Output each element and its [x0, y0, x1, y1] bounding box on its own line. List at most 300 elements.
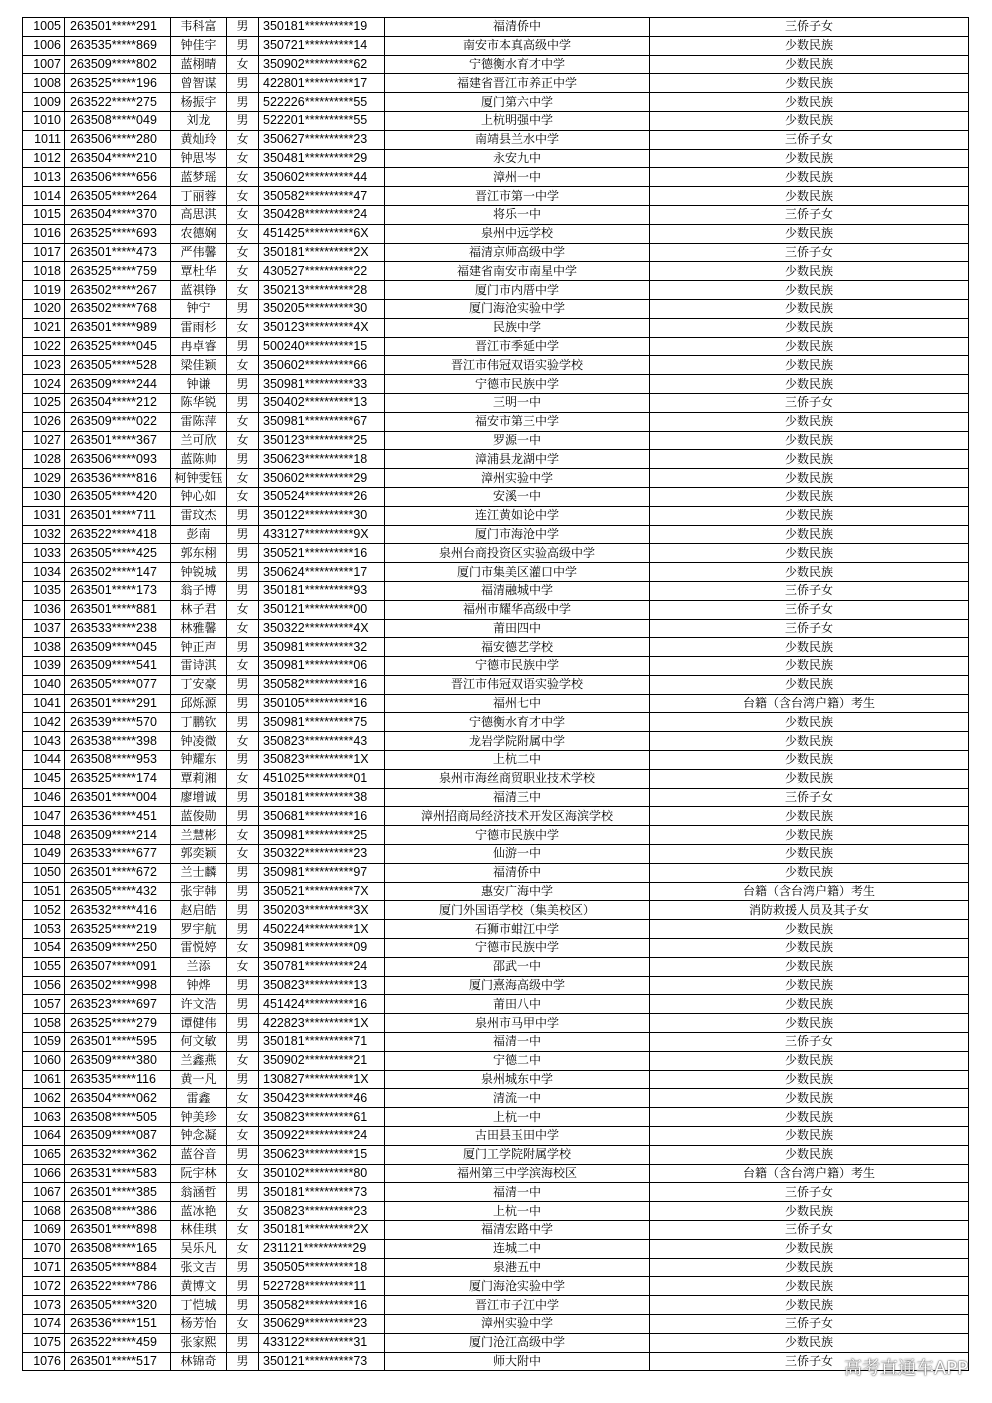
school-cell: 福清一中 — [385, 1033, 650, 1052]
exam-number-cell: 263509*****250 — [65, 939, 171, 958]
id-number-cell: 350121**********73 — [259, 1352, 385, 1371]
exam-number-cell: 263506*****656 — [65, 168, 171, 187]
gender-cell: 男 — [227, 375, 259, 394]
category-cell: 少数民族 — [650, 168, 969, 187]
school-cell: 晋江市季延中学 — [385, 337, 650, 356]
student-name-cell: 罗宇航 — [171, 920, 227, 939]
table-row — [23, 713, 969, 732]
exam-number-cell: 263505*****320 — [65, 1296, 171, 1315]
school-cell: 泉州市海丝商贸职业技术学校 — [385, 769, 650, 788]
exam-number-cell: 263502*****998 — [65, 976, 171, 995]
school-cell: 福安市第三中学 — [385, 412, 650, 431]
table-row — [23, 845, 969, 864]
category-cell: 少数民族 — [650, 111, 969, 130]
gender-cell: 男 — [227, 920, 259, 939]
id-number-cell: 350505**********18 — [259, 1258, 385, 1277]
gender-cell: 男 — [227, 788, 259, 807]
student-name-cell: 丁丽蓉 — [171, 187, 227, 206]
school-cell: 漳州实验中学 — [385, 469, 650, 488]
gender-cell: 女 — [227, 1202, 259, 1221]
category-cell: 少数民族 — [650, 713, 969, 732]
table-row — [23, 657, 969, 676]
serial-number-cell: 1025 — [23, 393, 65, 412]
exam-number-cell: 263538*****398 — [65, 732, 171, 751]
school-cell: 福州七中 — [385, 694, 650, 713]
exam-number-cell: 263525*****759 — [65, 262, 171, 281]
student-name-cell: 雷玟杰 — [171, 506, 227, 525]
student-name-cell: 杨振宇 — [171, 93, 227, 112]
student-name-cell: 高思淇 — [171, 205, 227, 224]
category-cell: 少数民族 — [650, 412, 969, 431]
table-row — [23, 619, 969, 638]
school-cell: 福清一中 — [385, 1183, 650, 1202]
roster-table — [22, 17, 969, 1371]
watermark-text: 高考直通车APP — [843, 1358, 968, 1379]
school-cell: 永安九中 — [385, 149, 650, 168]
category-cell: 三侨子女 — [650, 18, 969, 37]
table-row — [23, 1108, 969, 1127]
student-name-cell: 钟凌微 — [171, 732, 227, 751]
exam-number-cell: 263502*****267 — [65, 281, 171, 300]
id-number-cell: 522226**********55 — [259, 93, 385, 112]
gender-cell: 女 — [227, 318, 259, 337]
category-cell: 少数民族 — [650, 375, 969, 394]
table-row — [23, 1164, 969, 1183]
student-name-cell: 覃莉湘 — [171, 769, 227, 788]
student-name-cell: 蓝陈帅 — [171, 450, 227, 469]
serial-number-cell: 1076 — [23, 1352, 65, 1371]
student-name-cell: 蓝梦瑶 — [171, 168, 227, 187]
table-row — [23, 1089, 969, 1108]
gender-cell: 女 — [227, 845, 259, 864]
serial-number-cell: 1016 — [23, 224, 65, 243]
gender-cell: 女 — [227, 1108, 259, 1127]
roster-table-body — [23, 18, 969, 1371]
category-cell: 三侨子女 — [650, 1183, 969, 1202]
category-cell: 台籍（含台湾户籍）考生 — [650, 882, 969, 901]
gender-cell: 女 — [227, 168, 259, 187]
category-cell: 少数民族 — [650, 1089, 969, 1108]
student-name-cell: 雷陈萍 — [171, 412, 227, 431]
id-number-cell: 451424**********16 — [259, 995, 385, 1014]
gender-cell: 女 — [227, 732, 259, 751]
gender-cell: 男 — [227, 1070, 259, 1089]
school-cell: 厦门熹海高级中学 — [385, 976, 650, 995]
student-name-cell: 林佳琪 — [171, 1221, 227, 1240]
table-row — [23, 901, 969, 920]
exam-number-cell: 263508*****953 — [65, 751, 171, 770]
serial-number-cell: 1006 — [23, 36, 65, 55]
table-row — [23, 882, 969, 901]
serial-number-cell: 1027 — [23, 431, 65, 450]
serial-number-cell: 1022 — [23, 337, 65, 356]
gender-cell: 男 — [227, 1033, 259, 1052]
school-cell: 南安市本真高级中学 — [385, 36, 650, 55]
serial-number-cell: 1034 — [23, 563, 65, 582]
table-row — [23, 769, 969, 788]
school-cell: 将乐一中 — [385, 205, 650, 224]
school-cell: 福州市耀华高级中学 — [385, 600, 650, 619]
table-row — [23, 995, 969, 1014]
serial-number-cell: 1033 — [23, 544, 65, 563]
exam-number-cell: 263531*****583 — [65, 1164, 171, 1183]
exam-number-cell: 263508*****049 — [65, 111, 171, 130]
student-name-cell: 兰添 — [171, 957, 227, 976]
category-cell: 少数民族 — [650, 657, 969, 676]
student-name-cell: 钟宁 — [171, 299, 227, 318]
table-row — [23, 563, 969, 582]
student-name-cell: 黄灿玲 — [171, 130, 227, 149]
serial-number-cell: 1037 — [23, 619, 65, 638]
table-row — [23, 1352, 969, 1371]
serial-number-cell: 1067 — [23, 1183, 65, 1202]
category-cell: 少数民族 — [650, 1070, 969, 1089]
category-cell: 少数民族 — [650, 450, 969, 469]
gender-cell: 男 — [227, 1014, 259, 1033]
exam-number-cell: 263501*****291 — [65, 18, 171, 37]
exam-number-cell: 263505*****884 — [65, 1258, 171, 1277]
serial-number-cell: 1057 — [23, 995, 65, 1014]
gender-cell: 男 — [227, 74, 259, 93]
table-row — [23, 412, 969, 431]
school-cell: 三明一中 — [385, 393, 650, 412]
serial-number-cell: 1056 — [23, 976, 65, 995]
gender-cell: 男 — [227, 694, 259, 713]
gender-cell: 男 — [227, 675, 259, 694]
serial-number-cell: 1072 — [23, 1277, 65, 1296]
table-row — [23, 1051, 969, 1070]
school-cell: 厦门海沧实验中学 — [385, 1277, 650, 1296]
exam-number-cell: 263525*****174 — [65, 769, 171, 788]
school-cell: 宁德衡水育才中学 — [385, 55, 650, 74]
gender-cell: 女 — [227, 1164, 259, 1183]
school-cell: 福安德艺学校 — [385, 638, 650, 657]
id-number-cell: 350981**********06 — [259, 657, 385, 676]
serial-number-cell: 1058 — [23, 1014, 65, 1033]
student-name-cell: 翁涵哲 — [171, 1183, 227, 1202]
gender-cell: 女 — [227, 657, 259, 676]
exam-number-cell: 263533*****238 — [65, 619, 171, 638]
gender-cell: 男 — [227, 1296, 259, 1315]
table-row — [23, 243, 969, 262]
exam-number-cell: 263509*****214 — [65, 826, 171, 845]
category-cell: 少数民族 — [650, 995, 969, 1014]
id-number-cell: 350122**********30 — [259, 506, 385, 525]
school-cell: 师大附中 — [385, 1352, 650, 1371]
student-name-cell: 陈华锐 — [171, 393, 227, 412]
serial-number-cell: 1010 — [23, 111, 65, 130]
exam-number-cell: 263505*****077 — [65, 675, 171, 694]
gender-cell: 男 — [227, 1183, 259, 1202]
table-row — [23, 976, 969, 995]
table-row — [23, 224, 969, 243]
table-row — [23, 957, 969, 976]
exam-number-cell: 263501*****881 — [65, 600, 171, 619]
student-name-cell: 覃杜华 — [171, 262, 227, 281]
id-number-cell: 350123**********25 — [259, 431, 385, 450]
gender-cell: 男 — [227, 807, 259, 826]
serial-number-cell: 1054 — [23, 939, 65, 958]
category-cell: 三侨子女 — [650, 205, 969, 224]
student-name-cell: 张文吉 — [171, 1258, 227, 1277]
gender-cell: 男 — [227, 638, 259, 657]
category-cell: 少数民族 — [650, 1258, 969, 1277]
student-name-cell: 赵启皓 — [171, 901, 227, 920]
id-number-cell: 350402**********13 — [259, 393, 385, 412]
table-row — [23, 1070, 969, 1089]
id-number-cell: 350823**********1X — [259, 751, 385, 770]
exam-number-cell: 263522*****786 — [65, 1277, 171, 1296]
student-name-cell: 谭健伟 — [171, 1014, 227, 1033]
serial-number-cell: 1068 — [23, 1202, 65, 1221]
table-row — [23, 1145, 969, 1164]
serial-number-cell: 1017 — [23, 243, 65, 262]
gender-cell: 女 — [227, 412, 259, 431]
school-cell: 厦门市内厝中学 — [385, 281, 650, 300]
gender-cell: 男 — [227, 976, 259, 995]
gender-cell: 女 — [227, 262, 259, 281]
exam-number-cell: 263505*****528 — [65, 356, 171, 375]
school-cell: 上杭明强中学 — [385, 111, 650, 130]
id-number-cell: 350981**********33 — [259, 375, 385, 394]
category-cell: 少数民族 — [650, 638, 969, 657]
school-cell: 厦门市海沧中学 — [385, 525, 650, 544]
table-row — [23, 788, 969, 807]
school-cell: 惠安广海中学 — [385, 882, 650, 901]
gender-cell: 女 — [227, 130, 259, 149]
exam-number-cell: 263508*****505 — [65, 1108, 171, 1127]
school-cell: 清流一中 — [385, 1089, 650, 1108]
student-name-cell: 阮宇林 — [171, 1164, 227, 1183]
table-row — [23, 1314, 969, 1333]
exam-number-cell: 263525*****693 — [65, 224, 171, 243]
serial-number-cell: 1071 — [23, 1258, 65, 1277]
student-name-cell: 廖增诚 — [171, 788, 227, 807]
table-row — [23, 93, 969, 112]
table-row — [23, 393, 969, 412]
category-cell: 少数民族 — [650, 920, 969, 939]
serial-number-cell: 1051 — [23, 882, 65, 901]
table-row — [23, 694, 969, 713]
school-cell: 安溪一中 — [385, 487, 650, 506]
school-cell: 上杭一中 — [385, 1202, 650, 1221]
student-name-cell: 黄一凡 — [171, 1070, 227, 1089]
serial-number-cell: 1044 — [23, 751, 65, 770]
exam-number-cell: 263509*****541 — [65, 657, 171, 676]
gender-cell: 女 — [227, 1221, 259, 1240]
category-cell: 少数民族 — [650, 957, 969, 976]
id-number-cell: 350181**********2X — [259, 1221, 385, 1240]
table-row — [23, 1183, 969, 1202]
gender-cell: 男 — [227, 995, 259, 1014]
student-name-cell: 蓝栩晴 — [171, 55, 227, 74]
gender-cell: 女 — [227, 1089, 259, 1108]
id-number-cell: 350902**********21 — [259, 1051, 385, 1070]
student-name-cell: 钟佳宇 — [171, 36, 227, 55]
school-cell: 连江黄如论中学 — [385, 506, 650, 525]
table-row — [23, 299, 969, 318]
id-number-cell: 350623**********18 — [259, 450, 385, 469]
exam-number-cell: 263501*****898 — [65, 1221, 171, 1240]
serial-number-cell: 1013 — [23, 168, 65, 187]
category-cell: 少数民族 — [650, 1296, 969, 1315]
school-cell: 南靖县兰水中学 — [385, 130, 650, 149]
school-cell: 厦门外国语学校（集美校区） — [385, 901, 650, 920]
category-cell: 三侨子女 — [650, 1352, 969, 1371]
gender-cell: 女 — [227, 205, 259, 224]
table-row — [23, 149, 969, 168]
serial-number-cell: 1020 — [23, 299, 65, 318]
exam-number-cell: 263507*****091 — [65, 957, 171, 976]
serial-number-cell: 1012 — [23, 149, 65, 168]
table-row — [23, 168, 969, 187]
table-row — [23, 337, 969, 356]
student-name-cell: 雷雨杉 — [171, 318, 227, 337]
id-number-cell: 350524**********26 — [259, 487, 385, 506]
student-name-cell: 钟美珍 — [171, 1108, 227, 1127]
student-name-cell: 林雅馨 — [171, 619, 227, 638]
id-number-cell: 130827**********1X — [259, 1070, 385, 1089]
school-cell: 宁德衡水育才中学 — [385, 713, 650, 732]
school-cell: 莆田八中 — [385, 995, 650, 1014]
category-cell: 少数民族 — [650, 1127, 969, 1146]
school-cell: 厦门市集美区灌口中学 — [385, 563, 650, 582]
gender-cell: 女 — [227, 431, 259, 450]
serial-number-cell: 1043 — [23, 732, 65, 751]
table-row — [23, 1277, 969, 1296]
serial-number-cell: 1029 — [23, 469, 65, 488]
id-number-cell: 350181**********93 — [259, 581, 385, 600]
serial-number-cell: 1053 — [23, 920, 65, 939]
serial-number-cell: 1065 — [23, 1145, 65, 1164]
id-number-cell: 350181**********73 — [259, 1183, 385, 1202]
exam-number-cell: 263508*****165 — [65, 1239, 171, 1258]
id-number-cell: 350981**********75 — [259, 713, 385, 732]
id-number-cell: 350981**********67 — [259, 412, 385, 431]
exam-number-cell: 263501*****517 — [65, 1352, 171, 1371]
exam-number-cell: 263539*****570 — [65, 713, 171, 732]
student-name-cell: 郭东栩 — [171, 544, 227, 563]
category-cell: 少数民族 — [650, 845, 969, 864]
gender-cell: 女 — [227, 600, 259, 619]
serial-number-cell: 1074 — [23, 1314, 65, 1333]
school-cell: 上杭二中 — [385, 751, 650, 770]
school-cell: 仙游一中 — [385, 845, 650, 864]
gender-cell: 男 — [227, 882, 259, 901]
serial-number-cell: 1030 — [23, 487, 65, 506]
category-cell: 少数民族 — [650, 224, 969, 243]
table-row — [23, 130, 969, 149]
roster-table-container — [22, 17, 968, 1371]
id-number-cell: 350623**********15 — [259, 1145, 385, 1164]
exam-number-cell: 263501*****595 — [65, 1033, 171, 1052]
exam-number-cell: 263501*****989 — [65, 318, 171, 337]
student-name-cell: 农德娴 — [171, 224, 227, 243]
serial-number-cell: 1011 — [23, 130, 65, 149]
id-number-cell: 350121**********00 — [259, 600, 385, 619]
id-number-cell: 350981**********32 — [259, 638, 385, 657]
category-cell: 少数民族 — [650, 431, 969, 450]
gender-cell: 女 — [227, 149, 259, 168]
exam-number-cell: 263509*****244 — [65, 375, 171, 394]
id-number-cell: 350823**********13 — [259, 976, 385, 995]
id-number-cell: 350629**********23 — [259, 1314, 385, 1333]
id-number-cell: 350205**********30 — [259, 299, 385, 318]
category-cell: 三侨子女 — [650, 393, 969, 412]
serial-number-cell: 1015 — [23, 205, 65, 224]
student-name-cell: 郭奕颖 — [171, 845, 227, 864]
exam-number-cell: 263523*****697 — [65, 995, 171, 1014]
serial-number-cell: 1028 — [23, 450, 65, 469]
category-cell: 少数民族 — [650, 863, 969, 882]
exam-number-cell: 263509*****802 — [65, 55, 171, 74]
exam-number-cell: 263504*****062 — [65, 1089, 171, 1108]
id-number-cell: 350181**********2X — [259, 243, 385, 262]
category-cell: 三侨子女 — [650, 788, 969, 807]
exam-number-cell: 263501*****291 — [65, 694, 171, 713]
serial-number-cell: 1070 — [23, 1239, 65, 1258]
exam-number-cell: 263509*****380 — [65, 1051, 171, 1070]
school-cell: 漳州招商局经济技术开发区海滨学校 — [385, 807, 650, 826]
category-cell: 少数民族 — [650, 262, 969, 281]
id-number-cell: 422823**********1X — [259, 1014, 385, 1033]
gender-cell: 男 — [227, 337, 259, 356]
exam-number-cell: 263522*****459 — [65, 1333, 171, 1352]
exam-number-cell: 263501*****473 — [65, 243, 171, 262]
student-name-cell: 柯钟雯钰 — [171, 469, 227, 488]
table-row — [23, 487, 969, 506]
school-cell: 泉港五中 — [385, 1258, 650, 1277]
category-cell: 三侨子女 — [650, 619, 969, 638]
table-row — [23, 920, 969, 939]
id-number-cell: 350521**********7X — [259, 882, 385, 901]
exam-number-cell: 263509*****045 — [65, 638, 171, 657]
school-cell: 福清京师高级中学 — [385, 243, 650, 262]
gender-cell: 男 — [227, 863, 259, 882]
serial-number-cell: 1052 — [23, 901, 65, 920]
id-number-cell: 350823**********61 — [259, 1108, 385, 1127]
gender-cell: 男 — [227, 525, 259, 544]
school-cell: 福清宏路中学 — [385, 1221, 650, 1240]
id-number-cell: 500240**********15 — [259, 337, 385, 356]
table-row — [23, 55, 969, 74]
serial-number-cell: 1048 — [23, 826, 65, 845]
id-number-cell: 350602**********29 — [259, 469, 385, 488]
gender-cell: 女 — [227, 187, 259, 206]
table-row — [23, 525, 969, 544]
category-cell: 少数民族 — [650, 318, 969, 337]
id-number-cell: 350582**********16 — [259, 1296, 385, 1315]
school-cell: 厦门第六中学 — [385, 93, 650, 112]
table-row — [23, 1296, 969, 1315]
exam-number-cell: 263525*****219 — [65, 920, 171, 939]
student-name-cell: 彭南 — [171, 525, 227, 544]
category-cell: 少数民族 — [650, 976, 969, 995]
id-number-cell: 350602**********66 — [259, 356, 385, 375]
category-cell: 少数民族 — [650, 525, 969, 544]
student-name-cell: 钟锐城 — [171, 563, 227, 582]
category-cell: 少数民族 — [650, 337, 969, 356]
exam-number-cell: 263501*****711 — [65, 506, 171, 525]
exam-number-cell: 263505*****420 — [65, 487, 171, 506]
gender-cell: 男 — [227, 1352, 259, 1371]
category-cell: 少数民族 — [650, 544, 969, 563]
category-cell: 台籍（含台湾户籍）考生 — [650, 694, 969, 713]
table-row — [23, 826, 969, 845]
gender-cell: 男 — [227, 299, 259, 318]
exam-number-cell: 263532*****416 — [65, 901, 171, 920]
category-cell: 少数民族 — [650, 281, 969, 300]
